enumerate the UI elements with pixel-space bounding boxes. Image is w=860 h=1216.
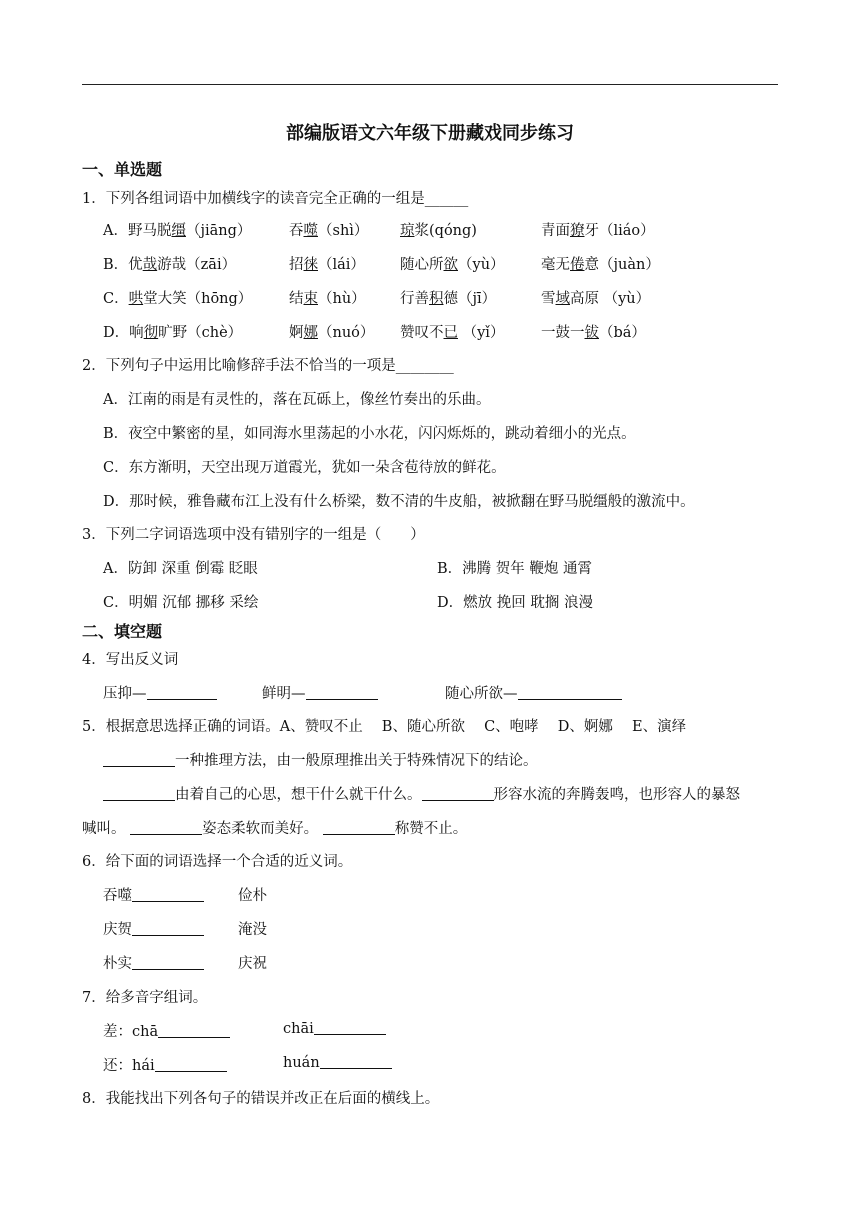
question-4-stem: 4．写出反义词 <box>82 652 179 668</box>
option-text: 雪 <box>541 291 556 307</box>
question-1-option-item <box>400 287 496 308</box>
synonym-word: 吞噬 <box>103 888 132 904</box>
option-text: （shì） <box>318 223 369 239</box>
option-text: 吞 <box>289 223 304 239</box>
option-text: （yǐ） <box>458 325 505 341</box>
question-1-stem: 1．下列各组词语中加横线字的读音完全正确的一组是______ <box>82 191 469 207</box>
question-7-stem: 7．给多音字组词。 <box>82 990 208 1006</box>
option-text: 青面 <box>541 223 570 239</box>
underlined-character: 欲 <box>443 257 458 273</box>
antonym-item-3 <box>445 682 622 703</box>
question-1-option-item <box>103 253 236 274</box>
question-1-option-item <box>289 253 365 274</box>
option-text: 旷野（chè） <box>158 325 243 341</box>
question-2-option-b: B．夜空中繁密的星，如同海水里荡起的小水花，闪闪烁烁的，跳动着细小的光点。 <box>103 426 636 442</box>
underlined-character: 倦 <box>570 257 585 273</box>
option-text: 德（jī） <box>443 291 497 307</box>
question-1-option-item <box>289 219 368 240</box>
answer-blank[interactable] <box>103 752 175 767</box>
synonym-word: 朴实 <box>103 956 132 972</box>
option-text: 招 <box>289 257 304 273</box>
underlined-character: 哄 <box>128 291 144 307</box>
option-text: 结 <box>289 291 304 307</box>
polyphone-char: 还： <box>103 1058 132 1074</box>
question-5-stem: 5．根据意思选择正确的词语。A、赞叹不止 B、随心所欲 C、咆哮 D、婀娜 E、演绎 <box>82 719 687 735</box>
synonym-option: 淹没 <box>238 922 267 938</box>
option-text: D．响 <box>103 325 144 341</box>
option-text: 随心所 <box>400 257 444 273</box>
antonym-word-2: 鲜明— <box>262 686 306 702</box>
answer-blank[interactable] <box>314 1020 386 1035</box>
pinyin: chā <box>132 1024 159 1040</box>
polyphone-row-1-b <box>283 1020 386 1037</box>
option-text: B．优 <box>103 257 143 273</box>
question-1-option-item <box>289 287 366 308</box>
answer-blank[interactable] <box>518 685 622 700</box>
question-3-option-c: C．明媚 沉郁 挪移 采绘 <box>103 595 259 611</box>
pinyin: chāi <box>283 1021 314 1037</box>
underlined-character: 哉 <box>142 257 158 273</box>
definition-text: 姿态柔软而美好。 <box>202 821 319 837</box>
option-text: （hù） <box>318 291 366 307</box>
option-text: （yù） <box>458 257 505 273</box>
question-1-option-item <box>103 321 242 342</box>
underlined-character: 徕 <box>303 257 318 273</box>
polyphone-row-2-b <box>283 1054 392 1071</box>
synonym-option: 俭朴 <box>238 888 267 904</box>
page-title: 部编版语文六年级下册藏戏同步练习 <box>286 123 574 144</box>
question-1-option-item <box>400 253 505 274</box>
answer-blank[interactable] <box>306 685 378 700</box>
question-1-option-item <box>400 321 504 342</box>
definition-text: 由着自己的心思，想干什么就干什么。 <box>175 787 422 803</box>
answer-blank[interactable] <box>155 1057 227 1072</box>
polyphone-row-1 <box>103 1020 230 1041</box>
polyphone-row-2 <box>103 1054 227 1075</box>
question-1-option-item <box>103 287 252 308</box>
synonym-row-3 <box>103 952 204 973</box>
antonym-word-3: 随心所欲— <box>445 686 518 702</box>
antonym-word-1: 压抑— <box>103 686 147 702</box>
section-heading-single-choice: 一、单选题 <box>82 160 163 179</box>
polyphone-char: 差： <box>103 1024 132 1040</box>
option-text: 牙（liáo） <box>584 223 655 239</box>
option-text: （jiāng） <box>185 223 252 239</box>
option-text: 高原 （yù） <box>570 291 651 307</box>
header-rule <box>82 84 778 85</box>
underlined-character: 噬 <box>303 223 318 239</box>
question-3-stem: 3．下列二字词语选项中没有错别字的一组是（ ） <box>82 527 425 543</box>
question-5-line-2 <box>103 783 740 804</box>
question-3-option-d: D．燃放 挽回 耽搁 浪漫 <box>437 595 593 611</box>
option-text: 堂大笑（hōng） <box>143 291 253 307</box>
synonym-row-1 <box>103 884 204 905</box>
option-text: C． <box>103 291 129 307</box>
answer-blank[interactable] <box>132 955 204 970</box>
definition-text: 称赞不止。 <box>394 821 468 837</box>
antonym-item-2 <box>262 682 378 703</box>
option-text: 意（juàn） <box>584 257 660 273</box>
answer-blank[interactable] <box>132 887 204 902</box>
underlined-character: 獠 <box>570 223 585 239</box>
question-1-option-item <box>289 321 374 342</box>
section-heading-fill-blank: 二、填空题 <box>82 622 163 641</box>
underlined-character: 束 <box>303 291 318 307</box>
option-text: 浆(qóng) <box>414 223 477 239</box>
option-text: 赞叹不 <box>400 325 444 341</box>
underlined-character: 已 <box>443 325 458 341</box>
option-text: A．野马脱 <box>103 223 172 239</box>
question-5-line-3 <box>82 817 467 838</box>
question-8-stem: 8．我能找出下列各句子的错误并改正在后面的横线上。 <box>82 1091 440 1107</box>
question-2-option-c: C．东方渐明，天空出现万道霞光，犹如一朵含苞待放的鲜花。 <box>103 460 506 476</box>
question-1-option-item <box>541 287 650 308</box>
synonym-row-2 <box>103 918 204 939</box>
synonym-word: 庆贺 <box>103 922 132 938</box>
option-text: （nuó） <box>318 325 375 341</box>
underlined-character: 娜 <box>303 325 318 341</box>
option-text: 婀 <box>289 325 304 341</box>
underlined-character: 钹 <box>584 325 599 341</box>
answer-blank[interactable] <box>158 1023 230 1038</box>
question-1-option-item <box>400 219 477 240</box>
option-text: （lái） <box>318 257 365 273</box>
question-2-option-d: D．那时候，雅鲁藏布江上没有什么桥梁，数不清的牛皮船，被掀翻在野马脱缰般的激流中。 <box>103 494 695 510</box>
question-3-option-a: A．防卸 深重 倒霉 眨眼 <box>103 561 258 577</box>
underlined-character: 域 <box>555 291 570 307</box>
pinyin: huán <box>283 1055 320 1071</box>
answer-blank[interactable] <box>132 921 204 936</box>
question-1-option-item <box>541 253 660 274</box>
answer-blank[interactable] <box>130 820 202 835</box>
option-text: 游哉（zāi） <box>157 257 237 273</box>
answer-blank[interactable] <box>147 685 217 700</box>
definition-text: 喊叫。 <box>82 821 126 837</box>
question-6-stem: 6．给下面的词语选择一个合适的近义词。 <box>82 854 353 870</box>
question-3-option-b: B．沸腾 贺年 鞭炮 通霄 <box>437 561 592 577</box>
question-1-option-item <box>541 219 655 240</box>
question-2-option-a: A．江南的雨是有灵性的，落在瓦砾上，像丝竹奏出的乐曲。 <box>103 392 491 408</box>
option-text: 行善 <box>400 291 429 307</box>
underlined-character: 彻 <box>143 325 159 341</box>
underlined-character: 缰 <box>171 223 186 239</box>
antonym-item-1 <box>103 682 217 703</box>
synonym-option: 庆祝 <box>238 956 267 972</box>
question-1-option-item <box>541 321 646 342</box>
pinyin: hái <box>132 1058 155 1074</box>
answer-blank[interactable] <box>422 786 494 801</box>
option-text: 一鼓一 <box>541 325 585 341</box>
option-text: （bá） <box>599 325 646 341</box>
definition-text: 一种推理方法，由一般原理推出关于特殊情况下的结论。 <box>175 753 538 769</box>
question-5-line-1 <box>103 749 538 770</box>
underlined-character: 琼 <box>400 223 415 239</box>
answer-blank[interactable] <box>323 820 395 835</box>
question-2-stem: 2．下列句子中运用比喻修辞手法不恰当的一项是________ <box>82 358 454 374</box>
definition-text: 形容水流的奔腾轰鸣，也形容人的暴怒 <box>493 787 740 803</box>
answer-blank[interactable] <box>103 786 175 801</box>
answer-blank[interactable] <box>320 1054 392 1069</box>
option-text: 毫无 <box>541 257 570 273</box>
underlined-character: 积 <box>429 291 444 307</box>
question-1-option-item <box>103 219 251 240</box>
